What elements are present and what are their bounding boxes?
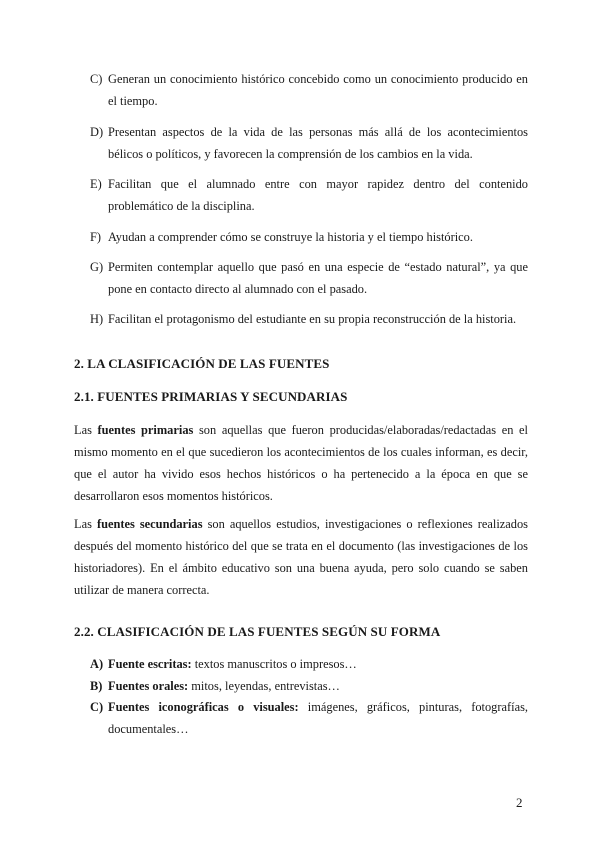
paragraph-prefix: Las: [74, 517, 97, 531]
list-marker: G): [90, 260, 104, 274]
term-iconographic: Fuentes iconográficas o visuales:: [108, 700, 299, 714]
item-text: mitos, leyendas, entrevistas…: [188, 679, 340, 693]
list-marker: C): [90, 72, 103, 86]
term-secondary-sources: fuentes secundarias: [96, 517, 203, 531]
list-text: Facilitan que el alumnado entre con mayor rapidez dentro del contenido problemático de la disciplina.: [108, 177, 528, 213]
paragraph-body: son aquellas que fueron producidas/elaboradas/redactadas en el mismo momento en el que sucedieron los acontecimientos de los cuales informan, es decir, que el autor ha vivido esos hechos históricos o ha pertenecido a la época en que se desarrollaron esos momentos históricos.: [74, 423, 528, 503]
list-item-g: [90, 256, 528, 300]
list-marker: A): [90, 657, 104, 671]
section-heading-2-1: 2.1. FUENTES PRIMARIAS Y SECUNDARIAS: [74, 389, 348, 404]
list-marker: H): [90, 312, 104, 326]
list-text: Facilitan el protagonismo del estudiante en su propia reconstrucción de la historia.: [108, 312, 517, 326]
list-marker: B): [90, 679, 103, 693]
list-text: Ayudan a comprender cómo se construye la historia y el tiempo histórico.: [108, 230, 473, 244]
list-item-c: [90, 68, 528, 112]
list-marker: D): [90, 125, 104, 139]
form-item-written: [90, 653, 528, 675]
item-text: imágenes, gráficos, pinturas, fotografías, documentales…: [108, 700, 528, 736]
form-item-oral: [90, 675, 528, 697]
term-primary-sources: fuentes primarias: [97, 423, 194, 437]
list-marker: F): [90, 230, 102, 244]
paragraph-primary-sources: [74, 419, 528, 507]
list-text: Generan un conocimiento histórico concebido como un conocimiento producido en el tiempo.: [108, 72, 528, 108]
paragraph-secondary-sources: [74, 513, 528, 601]
list-marker: E): [90, 177, 102, 191]
term-written: Fuente escritas:: [108, 657, 192, 671]
section-heading-2-2: 2.2. CLASIFICACIÓN DE LAS FUENTES SEGÚN SU FORMA: [74, 624, 441, 639]
list-marker: C): [90, 700, 104, 714]
list-item-f: [90, 226, 528, 248]
list-item-e: [90, 173, 528, 217]
list-item-h: [90, 308, 528, 330]
list-text: Permiten contemplar aquello que pasó en una especie de “estado natural”, ya que pone en contacto directo al alumnado con el pasado.: [108, 260, 528, 296]
term-oral: Fuentes orales:: [108, 679, 189, 693]
paragraph-body: son aquellos estudios, investigaciones o reflexiones realizados después del momento histórico del que se trata en el documento (las investigaciones de los historiadores). En el ámbito educativo son una buena ayuda, pero solo cuando se saben utilizar de manera correcta.: [74, 517, 528, 597]
form-item-iconographic: [90, 696, 528, 740]
paragraph-prefix: Las: [74, 423, 98, 437]
list-text: Presentan aspectos de la vida de las personas más allá de los acontecimientos bélicos o políticos, y favorecen la comprensión de los cambios en la vida.: [108, 125, 528, 161]
list-item-d: [90, 121, 528, 165]
page-number: 2: [516, 795, 523, 810]
section-heading-2: 2. LA CLASIFICACIÓN DE LAS FUENTES: [74, 356, 330, 371]
item-text: textos manuscritos o impresos…: [191, 657, 357, 671]
